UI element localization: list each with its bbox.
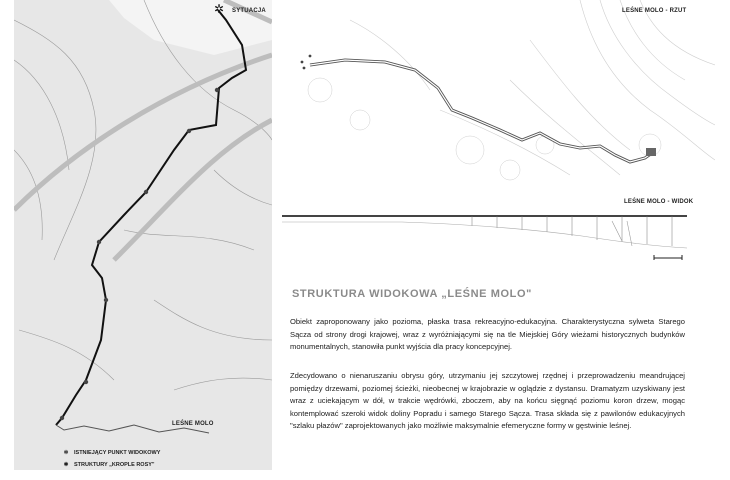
plan-view-label: LEŚNE MOLO - RZUT [622,8,687,14]
star-viewpoint-icon: ✲ [213,2,225,16]
article-title: STRUKTURA WIDOKOWA „LEŚNE MOLO" [292,288,532,300]
star-viewpoint-icon: ✲ [63,450,69,456]
sytuacja-label: SYTUACJA [232,8,266,14]
plan-drawing [290,0,715,200]
article-paragraph-1: Obiekt zaproponowany jako pozioma, płaska trasa rekreacyjno-edukacyjna. Charakterystyczna sylweta Starego Sącza od strony drogi krajowej, wraz z wyróżniającymi się na tle Miejskiej Góry wieżami historycznych budynków monumentalnych, stanowiła punkt wyjścia dla pracy koncepcyjnej. [290,317,685,352]
elevation-view-label: LEŚNE MOLO - WIDOK [624,199,694,205]
legend-existing-viewpoint: ✲ ISTNIEJĄCY PUNKT WIDOKOWY [63,450,161,456]
elevation-drawing [282,196,692,266]
article-paragraph-2: Zdecydowano o nienaruszaniu obrysu góry, utrzymaniu jej szczytowej rzędnej i przeprowadzeniu meandrującej pomiędzy drzewami, poziomej ścieżki, nieobecnej w krajobrazie w oglądzie z dystansu. Dramatyzm uzyskiwany jest wraz z uciekającym w dół, w trakcie wędrówki, zboczem, aby na końcu sięgnąć poziomu koron drzew, mogąc kontemplować szeroki widok doliny Popradu i samego Starego Sącza. Trasa składa się z pawilonów edukacyjnych "szlaku płazów" zaprojektowanych jako możliwie maksymalnie efemeryczne formy w gęstwinie leśnej. [290,371,685,431]
site-map [14,0,272,470]
legend-dew-structures: ✱ STRUKTURY „KROPLE ROSY" [63,462,155,468]
dew-drop-icon: ✱ [63,462,69,468]
lesne-molo-map-label: LEŚNE MOLO [172,421,214,427]
